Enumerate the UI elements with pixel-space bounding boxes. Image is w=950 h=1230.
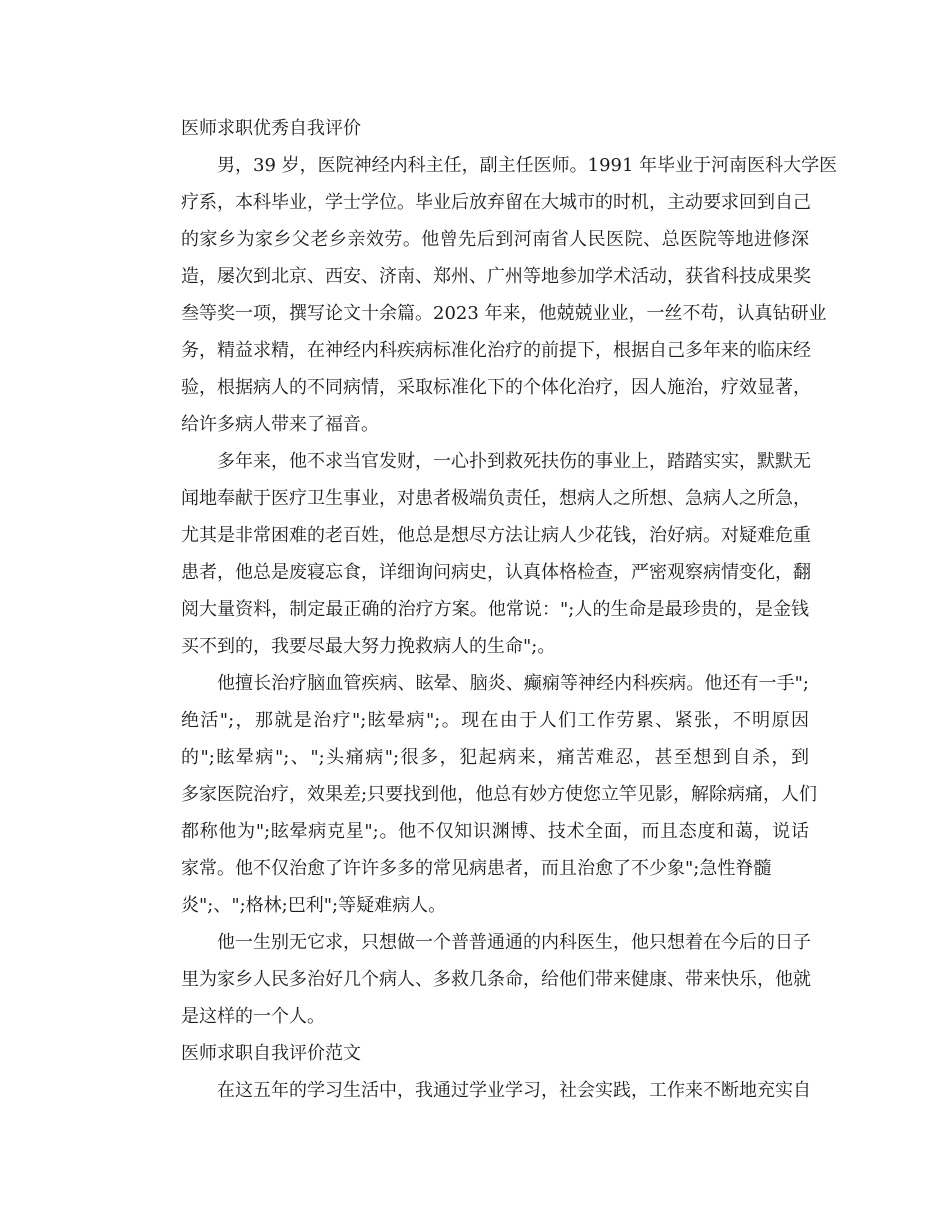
paragraph-4	[145, 924, 809, 1035]
paragraph-line: 多家医院治疗，效果差;只要找到他，他总有妙方使您立竿见影，解除病痛，人们	[181, 784, 818, 805]
paragraph-line: 绝活";，那就是治疗";眩晕病";。现在由于人们工作劳累、紧张，不明原因	[181, 710, 809, 731]
paragraph-line: 买不到的，我要尽最大努力挽救病人的生命";。	[181, 636, 556, 657]
paragraph-line: 是这样的一个人。	[181, 1006, 325, 1027]
paragraph-5	[145, 1072, 809, 1109]
section-heading-2: 医师求职自我评价范文	[181, 1043, 361, 1064]
paragraph-line: 疗系，本科毕业，学士学位。毕业后放弃留在大城市的时机，主动要求回到自己	[181, 192, 811, 213]
paragraph-line: 叁等奖一项，撰写论文十余篇。2023 年来，他兢兢业业，一丝不苟，认真钻研业	[181, 303, 827, 324]
paragraph-line: 阅大量资料，制定最正确的治疗方案。他常说：";人的生命是最珍贵的，是金钱	[181, 599, 809, 620]
paragraph-1	[145, 147, 838, 443]
paragraph-3	[145, 665, 818, 924]
paragraph-line: 炎";、";格林;巴利";等疑难病人。	[181, 895, 447, 916]
paragraph-line: 男，39 岁，医院神经内科主任，副主任医师。1991 年毕业于河南医科大学医	[217, 155, 838, 176]
paragraph-line: 多年来，他不求当官发财，一心扑到救死扶伤的事业上，踏踏实实，默默无	[217, 451, 811, 472]
paragraph-line: 他擅长治疗脑血管疾病、眩晕、脑炎、癫痫等神经内科疾病。他还有一手";	[217, 673, 809, 694]
paragraph-line: 在这五年的学习生活中，我通过学业学习，社会实践，工作来不断地充实自	[217, 1080, 811, 1101]
paragraph-line: 造，屡次到北京、西安、济南、郑州、广州等地参加学术活动，获省科技成果奖	[181, 266, 811, 287]
paragraph-line: 都称他为";眩晕病克星";。他不仅知识渊博、技术全面，而且态度和蔼，说话	[181, 821, 809, 842]
paragraph-line: 闻地奉献于医疗卫生事业，对患者极端负责任，想病人之所想、急病人之所急，	[181, 488, 811, 509]
paragraph-line: 给许多病人带来了福音。	[181, 414, 379, 435]
paragraph-line: 的家乡为家乡父老乡亲效劳。他曾先后到河南省人民医院、总医院等地进修深	[181, 229, 809, 250]
paragraph-line: 尤其是非常困难的老百姓，他总是想尽方法让病人少花钱，治好病。对疑难危重	[181, 525, 811, 546]
paragraph-line: 务，精益求精，在神经内科疾病标准化治疗的前提下，根据自己多年来的临床经	[181, 340, 811, 361]
paragraph-line: 家常。他不仅治愈了许许多多的常见病患者，而且治愈了不少象";急性脊髓	[181, 858, 772, 879]
paragraph-2	[145, 443, 809, 665]
paragraph-line: 验，根据病人的不同病情，采取标准化下的个体化治疗，因人施治，疗效显著，	[181, 377, 811, 398]
section-heading-1: 医师求职优秀自我评价	[181, 118, 361, 139]
document-body	[145, 110, 838, 1109]
paragraph-line: 患者，他总是废寝忘食，详细询问病史，认真体格检查，严密观察病情变化，翻	[181, 562, 811, 583]
paragraph-line: 他一生别无它求，只想做一个普普通通的内科医生，他只想着在今后的日子	[217, 932, 811, 953]
paragraph-line: 里为家乡人民多治好几个病人、多救几条命，给他们带来健康、带来快乐，他就	[181, 969, 811, 990]
paragraph-line: 的";眩晕病";、";头痛病";很多，犯起病来，痛苦难忍，甚至想到自杀，到	[181, 747, 809, 768]
